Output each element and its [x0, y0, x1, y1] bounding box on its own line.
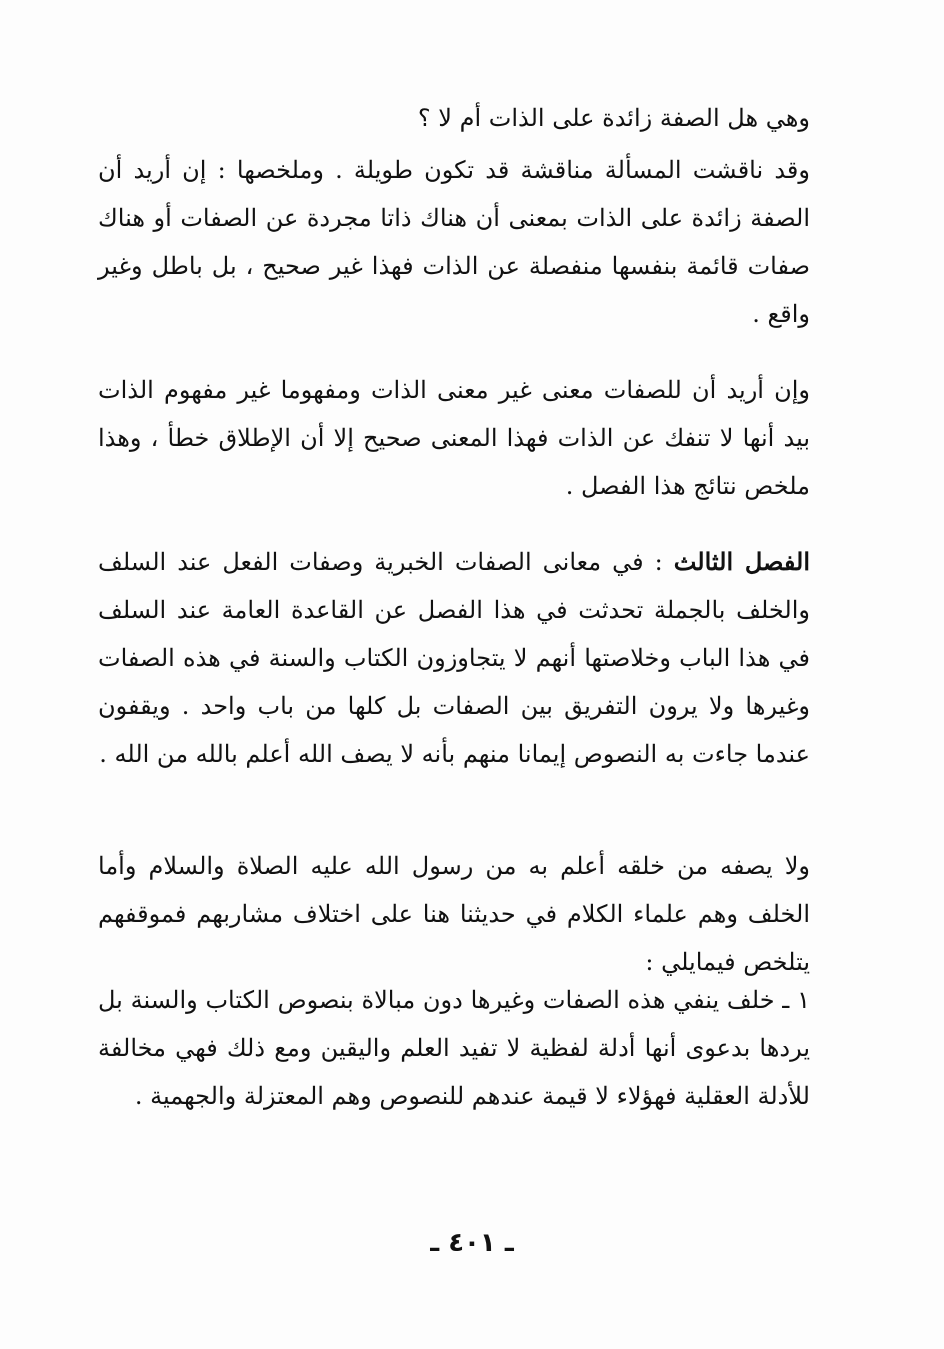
paragraph-4	[98, 538, 810, 778]
paragraph-2-text: وقد ناقشت المسألة مناقشة قد تكون طويلة . وملخصها : إن أريد أن الصفة زائدة على الذات بمعنى أن هناك ذاتا مجردة عن الصفات أو هناك صفات قائمة بنفسها منفصلة عن الذات فهذا غير صحيح ، بل باطل وغير واقع .	[98, 156, 810, 328]
paragraph-3-text: وإن أريد أن للصفات معنى غير معنى الذات ومفهوما غير مفهوم الذات بيد أنها لا تنفك عن الذات فهذا المعنى صحيح إلا أن الإطلاق خطأ ، وهذا ملخص نتائج هذا الفصل .	[98, 376, 810, 500]
paragraph-4-text: : في معانى الصفات الخبرية وصفات الفعل عند السلف والخلف بالجملة تحدثت في هذا الفصل عن القاعدة العامة عند السلف في هذا الباب وخلاصتها أنهم لا يتجاوزون الكتاب والسنة في هذه الصفات وغيرها ولا يرون التفريق بين الصفات بل كلها من باب واحد . ويقفون عندما جاءت به النصوص إيمانا منهم بأنه لا يصف الله أعلم بالله من الله .	[98, 548, 810, 768]
page-number: ـ ٤٠١ ـ	[430, 1228, 514, 1258]
paragraph-1-text: وهي هل الصفة زائدة على الذات أم لا ؟	[417, 104, 810, 132]
paragraph-6	[98, 976, 810, 1120]
paragraph-2	[98, 146, 810, 338]
paragraph-3	[98, 366, 810, 510]
paragraph-6-text: ١ ـ خلف ينفي هذه الصفات وغيرها دون مبالاة بنصوص الكتاب والسنة بل يردها بدعوى أنها أدلة لفظية لا تفيد العلم واليقين ومع ذلك فهي مخالفة للأدلة العقلية فهؤلاء لا قيمة عندهم للنصوص وهم المعتزلة والجهمية .	[98, 986, 810, 1110]
paragraph-1	[98, 94, 810, 142]
chapter-heading: الفصل الثالث	[673, 547, 810, 576]
paragraph-5-text: ولا يصفه من خلقه أعلم به من رسول الله عليه الصلاة والسلام وأما الخلف وهم علماء الكلام في حديثنا هنا على اختلاف مشاربهم فموقفهم يتلخص فيمايلي :	[98, 852, 810, 976]
paragraph-5	[98, 842, 810, 986]
